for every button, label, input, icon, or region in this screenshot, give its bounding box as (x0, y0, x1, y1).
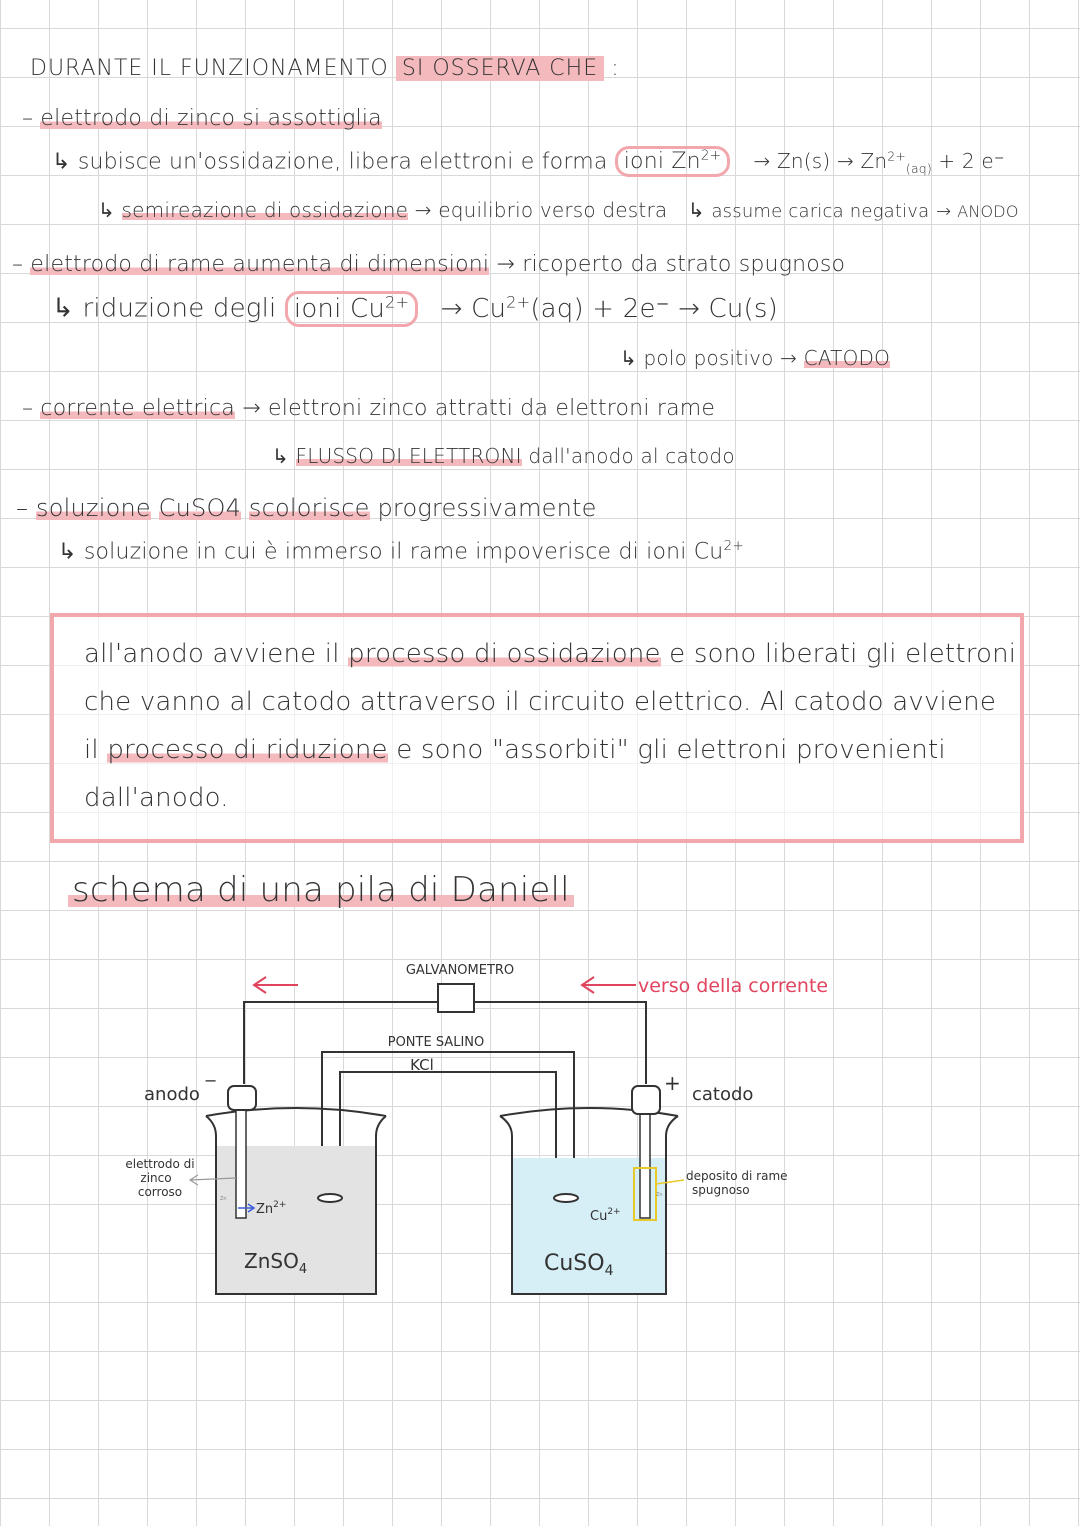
copper-deposit-label-1: deposito di rame (686, 1169, 788, 1183)
zinc-bullet: elettrodo di zinco si assottiglia (40, 106, 382, 131)
zinc-equation: → $Zn(s) \to Zn^{2+}_{(aq)} + 2$ e⁻ (753, 148, 1005, 177)
heading-part1: DURANTE IL FUNZIONAMENTO (30, 56, 389, 81)
zinc-sub2-row: ↳ semireazione di ossidazione → equilibrio verso destra ↳ assume carica negativa → ANODO (98, 198, 1019, 222)
zinc-sub2b: equilibrio verso destra (438, 198, 668, 222)
zinc-bullet-row: – elettrodo di zinco si assottiglia (22, 106, 382, 131)
copper-pole-row: ↳ polo positivo → CATODO (620, 346, 891, 370)
solution-sub: soluzione in cui è immerso il rame impoverisce di ioni Cu (83, 539, 724, 565)
summary-line3: il processo di riduzione e sono "assorbiti" gli elettroni provenienti (84, 735, 946, 765)
heading-part2: SI OSSERVA CHE (396, 56, 604, 81)
arrow-icon: ↳ (620, 346, 644, 370)
solution-bullet-c: scolorisce (248, 494, 370, 522)
current-sub-b: dall'anodo al catodo (528, 444, 735, 468)
right-solution-label: CuSO$_4$ (544, 1251, 614, 1279)
current-arrow-icon (582, 977, 636, 993)
summary-line2: che vanno al catodo attraverso il circuito elettrico. Al catodo avviene (84, 687, 997, 717)
zinc-anode: ANODO (957, 202, 1019, 221)
arrow-icon: ↳ (687, 198, 705, 222)
solution-bullet-d: progressivamente (377, 494, 597, 522)
cathode-sign: + (664, 1071, 681, 1095)
copper-sub1: riduzione degli (82, 293, 277, 324)
copper-cap (632, 1086, 660, 1114)
galvanometer-box (438, 984, 474, 1012)
summary-line1: all'anodo avviene il processo di ossidazione e sono liberati gli elettroni (84, 639, 1017, 669)
galvanometer-label: GALVANOMETRO (405, 963, 515, 978)
summary-reduction: processo di riduzione (107, 735, 388, 765)
current-bullet-row: – corrente elettrica → elettroni zinco attratti da elettroni rame (22, 396, 716, 421)
copper-pole: polo positivo (643, 346, 774, 370)
zinc-electrode-label-1: elettrodo di (125, 1157, 195, 1171)
solution-bullet-row: – soluzione CuSO4 scolorisce progressivamente (16, 494, 597, 522)
solution-sub-row: ↳ soluzione in cui è immerso il rame impoverisce di ioni $Cu^{2+}$ (58, 538, 744, 565)
zinc-sub1: subisce un'ossidazione, libera elettroni e forma (77, 149, 608, 175)
summary-line4: dall'anodo. (84, 783, 229, 813)
copper-electrode (640, 1114, 650, 1218)
arrow-icon: ↳ (58, 539, 84, 565)
current-bullet-b: elettroni zinco attratti da elettroni rame (268, 396, 716, 421)
zinc-cap (228, 1086, 256, 1110)
copper-deposit-label-2: spugnoso (692, 1183, 750, 1197)
tiny-zn-label: Zn (220, 1196, 227, 1202)
current-bullet: corrente elettrica (40, 396, 235, 421)
left-arrow-icon (254, 977, 298, 993)
arrow-icon: ↳ (272, 444, 296, 468)
current-direction-label: verso della corrente (638, 975, 829, 997)
copper-bullet-row: – elettrodo di rame aumenta di dimensioni → ricoperto da strato spugnoso (12, 252, 846, 277)
solution-bullet-a: soluzione (36, 494, 151, 522)
cu-ion-label: $Cu^{2+}$ (590, 1207, 621, 1224)
anode-sign: − (204, 1071, 218, 1090)
left-solution-label: ZnSO$_4$ (244, 1249, 308, 1277)
copper-ions-circled: ioni $Cu^{2+}$ (285, 291, 418, 327)
arrow-icon: ↳ (52, 293, 83, 324)
cathode-label: catodo (692, 1084, 754, 1105)
anode-label: anodo (144, 1084, 200, 1105)
salt-label: KCl (410, 1056, 434, 1074)
current-sub: FLUSSO DI ELETTRONI (295, 444, 522, 468)
salt-bridge-label: PONTE SALINO (387, 1035, 485, 1050)
copper-cathode: CATODO (803, 346, 891, 370)
zinc-sub2: semireazione di ossidazione (121, 198, 409, 222)
arrow-icon: ↳ (98, 198, 122, 222)
heading-colon: : (611, 56, 619, 81)
summary-oxidation: processo di ossidazione (348, 639, 661, 669)
tiny-cu-label: Zn (656, 1192, 663, 1198)
copper-equation: → $Cu^{2+}(aq) + 2e^- \to Cu(s)$ (440, 292, 778, 324)
diagram-title: schema di una pila di Daniell (68, 870, 574, 910)
zn-ion-label: $Zn^{2+}$ (256, 1200, 287, 1217)
zinc-electrode-label-3: corroso (137, 1185, 183, 1199)
zinc-ions-circled: ioni $Zn^{2+}$ (615, 146, 731, 177)
copper-bullet-b: ricoperto da strato spugnoso (522, 252, 846, 277)
solution-bullet-b: CuSO4 (158, 494, 242, 522)
zinc-sub2c: assume carica negativa (711, 201, 930, 222)
arrow-icon: ↳ (52, 149, 78, 175)
copper-bullet: elettrodo di rame aumenta di dimensioni (30, 252, 490, 277)
zinc-electrode-label-2: zinco (140, 1171, 172, 1185)
zinc-electrode (236, 1110, 246, 1218)
